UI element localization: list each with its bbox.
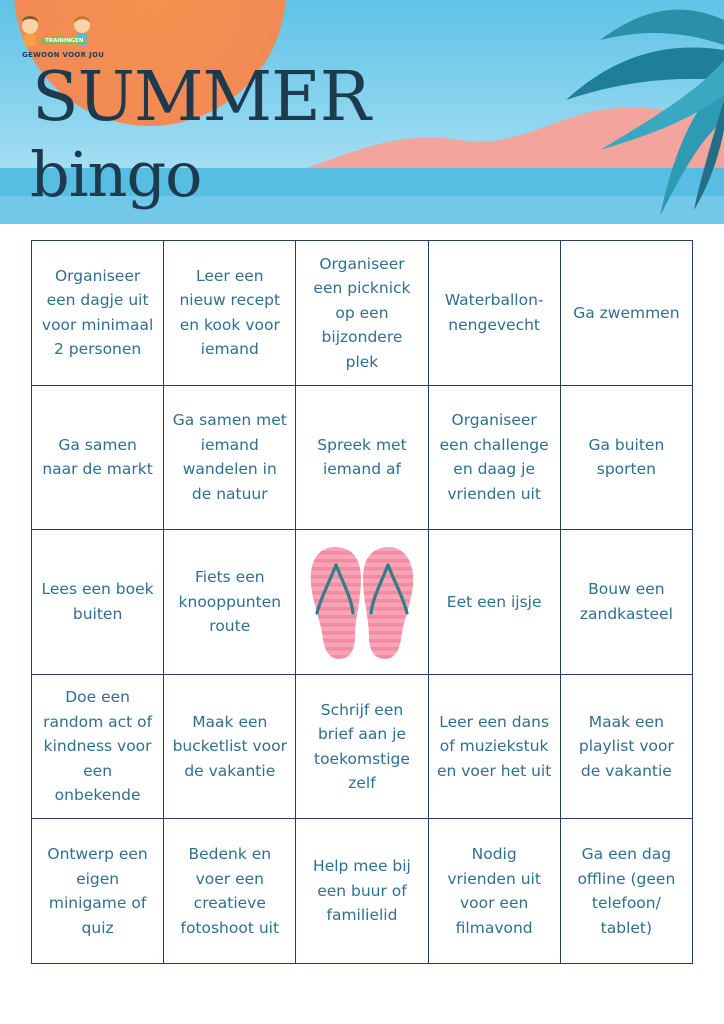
bingo-cell[interactable]: Ga samen naar de markt xyxy=(32,385,164,530)
bingo-cell[interactable]: Ga een dag offline (geen telefoon/ tablet) xyxy=(560,819,692,964)
logo-tag: TRAININGEN xyxy=(42,38,86,44)
bingo-cell[interactable]: Ga buiten sporten xyxy=(560,385,692,530)
bingo-cell[interactable]: Bouw een zandkasteel xyxy=(560,530,692,675)
logo-subtext: GEWOON VOOR JOU xyxy=(22,51,105,59)
bingo-row xyxy=(32,819,693,964)
bingo-row xyxy=(32,241,693,386)
bingo-cell[interactable]: Doe een random act of kindness voor een onbekende xyxy=(32,674,164,819)
bingo-cell[interactable]: Help mee bij een buur of familielid xyxy=(296,819,428,964)
bingo-cell[interactable]: Maak een bucketlist voor de vakantie xyxy=(164,674,296,819)
bingo-cell[interactable]: Waterballon-nengevecht xyxy=(428,241,560,386)
bingo-row xyxy=(32,674,693,819)
bingo-cell[interactable]: Bedenk en voer een creatieve fotoshoot uit xyxy=(164,819,296,964)
bingo-cell[interactable]: Schrijf een brief aan je toekomstige zelf xyxy=(296,674,428,819)
bingo-cell[interactable]: Ga samen met iemand wandelen in de natuur xyxy=(164,385,296,530)
bingo-grid xyxy=(31,240,693,964)
bingo-cell[interactable]: Nodig vrienden uit voor een filmavond xyxy=(428,819,560,964)
bingo-cell[interactable]: Fiets een knooppunten route xyxy=(164,530,296,675)
bingo-cell[interactable]: Organiseer een dagje uit voor minimaal 2 personen xyxy=(32,241,164,386)
bingo-cell[interactable]: Spreek met iemand af xyxy=(296,385,428,530)
header-banner xyxy=(0,0,724,224)
bingo-cell[interactable]: Ontwerp een eigen minigame of quiz xyxy=(32,819,164,964)
bingo-cell[interactable]: Leer een nieuw recept en kook voor iemand xyxy=(164,241,296,386)
flip-flops-icon xyxy=(307,543,417,661)
bingo-cell[interactable]: Lees een boek buiten xyxy=(32,530,164,675)
bingo-row xyxy=(32,385,693,530)
page-subtitle: bingo xyxy=(30,138,202,211)
free-cell[interactable] xyxy=(296,530,428,675)
bingo-cell[interactable]: Organiseer een picknick op een bijzondere plek xyxy=(296,241,428,386)
bingo-cell[interactable]: Leer een dans of muziekstuk en voer het uit xyxy=(428,674,560,819)
bingo-row xyxy=(32,530,693,675)
bingo-cell[interactable]: Maak een playlist voor de vakantie xyxy=(560,674,692,819)
bingo-cell[interactable]: Organiseer een challenge en daag je vrienden uit xyxy=(428,385,560,530)
bingo-cell[interactable]: Ga zwemmen xyxy=(560,241,692,386)
page-title: SUMMER xyxy=(32,58,370,137)
bingo-cell[interactable]: Eet een ijsje xyxy=(428,530,560,675)
